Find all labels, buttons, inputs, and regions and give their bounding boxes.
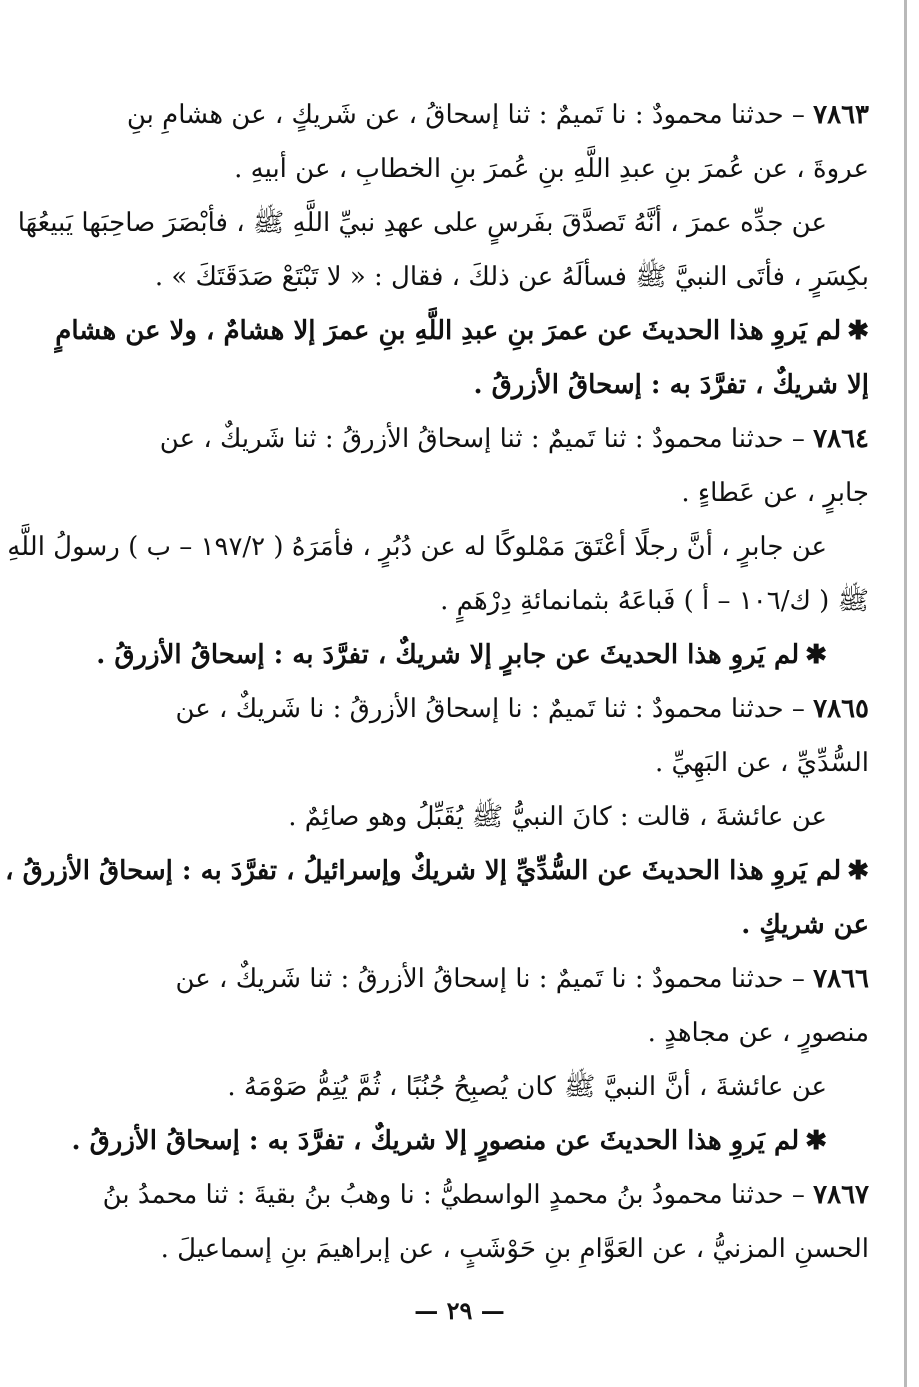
matn-line: عن عائشةَ ، أنَّ النبيَّ ﷺ كان يُصبِحُ جُنُبًا ، ثُمَّ يُتِمُّ صَوْمَهُ .	[227, 1072, 827, 1102]
isnad-line: – حدثنا محمودٌ : نا تَميمٌ : ثنا إسحاقُ ، عن شَريكٍ ، عن هشامِ بنِ	[126, 100, 814, 130]
hadith-7866	[56, 952, 869, 1168]
matn-line: عن جدِّه عمرَ ، أنَّهُ تَصدَّقَ بفَرسٍ على عهدِ نبيِّ اللَّهِ ﷺ ، فأبْصَرَ صاحِبَها يَبيعُهَا	[17, 208, 827, 238]
hadith-number: ٧٨٦٣	[813, 100, 869, 130]
note-line: عن شريكٍ .	[741, 910, 869, 940]
note-line: إلا شريكٌ ، تفرَّدَ به : إسحاقُ الأزرقُ .	[473, 370, 869, 400]
isnad-line: السُّدِّيِّ ، عن البَهِيِّ .	[654, 748, 869, 778]
note-line: لم يَروِ هذا الحديثَ عن منصورٍ إلا شريكٌ ، تفرَّدَ به : إسحاقُ الأزرقُ .	[71, 1126, 800, 1156]
note-marker-icon: ✱	[805, 1126, 827, 1156]
isnad-line: – حدثنا محمودٌ : ثنا تَميمٌ : نا إسحاقُ الأزرقُ : نا شَريكٌ ، عن	[175, 694, 814, 724]
hadith-7865	[5, 682, 869, 952]
note-line: لم يَروِ هذا الحديثَ عن جابرٍ إلا شريكٌ ، تفرَّدَ به : إسحاقُ الأزرقُ .	[96, 640, 800, 670]
hadith-number: ٧٨٦٥	[813, 694, 869, 724]
hadith-7867	[56, 1168, 869, 1276]
text-body	[5, 88, 869, 1276]
isnad-line: جابرٍ ، عن عَطاءٍ .	[681, 478, 869, 508]
note-line: لم يَروِ هذا الحديثَ عن عمرَ بنِ عبدِ اللَّهِ بنِ عمرَ إلا هشامٌ ، ولا عن هشامٍ	[55, 316, 842, 346]
hadith-number: ٧٨٦٤	[813, 424, 869, 454]
matn-line: عن جابرٍ ، أنَّ رجلًا أعْتَقَ مَمْلوكًا له عن دُبُرٍ ، فأمَرَهُ ( ١٩٧/٢ – ب ) رسولُ اللَّهِ	[7, 532, 827, 562]
note-line: لم يَروِ هذا الحديثَ عن السُّدِّيِّ إلا شريكٌ وإسرائيلُ ، تفرَّدَ به : إسحاقُ الأزرقُ ،	[5, 856, 842, 886]
matn-line: بكِسَرٍ ، فأتَى النبيَّ ﷺ فسألَهُ عن ذلكَ ، فقال : « لا تَبْتَعْ صَدَقَتَكَ » .	[154, 262, 869, 292]
note-marker-icon: ✱	[847, 316, 869, 346]
hadith-number: ٧٨٦٦	[813, 964, 869, 994]
note-marker-icon: ✱	[847, 856, 869, 886]
note-marker-icon: ✱	[805, 640, 827, 670]
isnad-line: – حدثنا محمودُ بنُ محمدٍ الواسطيُّ : نا وهبُ بنُ بقيةَ : ثنا محمدُ بنُ	[102, 1180, 814, 1210]
isnad-line: الحسنِ المزنيُّ ، عن العَوَّامِ بنِ حَوْشَبٍ ، عن إبراهيمَ بنِ إسماعيلَ .	[160, 1234, 869, 1264]
hadith-number: ٧٨٦٧	[813, 1180, 869, 1210]
scan-edge	[904, 0, 907, 1387]
matn-line: ﷺ ( ك/١٠٦ – أ ) فَباعَهُ بثمانمائةِ دِرْهَمٍ .	[440, 586, 869, 616]
hadith-7863	[17, 88, 869, 412]
isnad-line: عروةَ ، عن عُمرَ بنِ عبدِ اللَّهِ بنِ عُمرَ بنِ الخطابِ ، عن أبيهِ .	[234, 154, 869, 184]
isnad-line: – حدثنا محمودٌ : نا تَميمٌ : نا إسحاقُ الأزرقُ : ثنا شَريكٌ ، عن	[175, 964, 814, 994]
hadith-7864	[7, 412, 869, 682]
isnad-line: منصورٍ ، عن مجاهدٍ .	[647, 1018, 869, 1048]
isnad-line: – حدثنا محمودٌ : ثنا تَميمٌ : ثنا إسحاقُ الأزرقُ : ثنا شَريكٌ ، عن	[159, 424, 814, 454]
page-number: — ٢٩ —	[414, 1296, 505, 1325]
matn-line: عن عائشةَ ، قالت : كانَ النبيُّ ﷺ يُقَبِّلُ وهو صائِمٌ .	[288, 802, 827, 832]
